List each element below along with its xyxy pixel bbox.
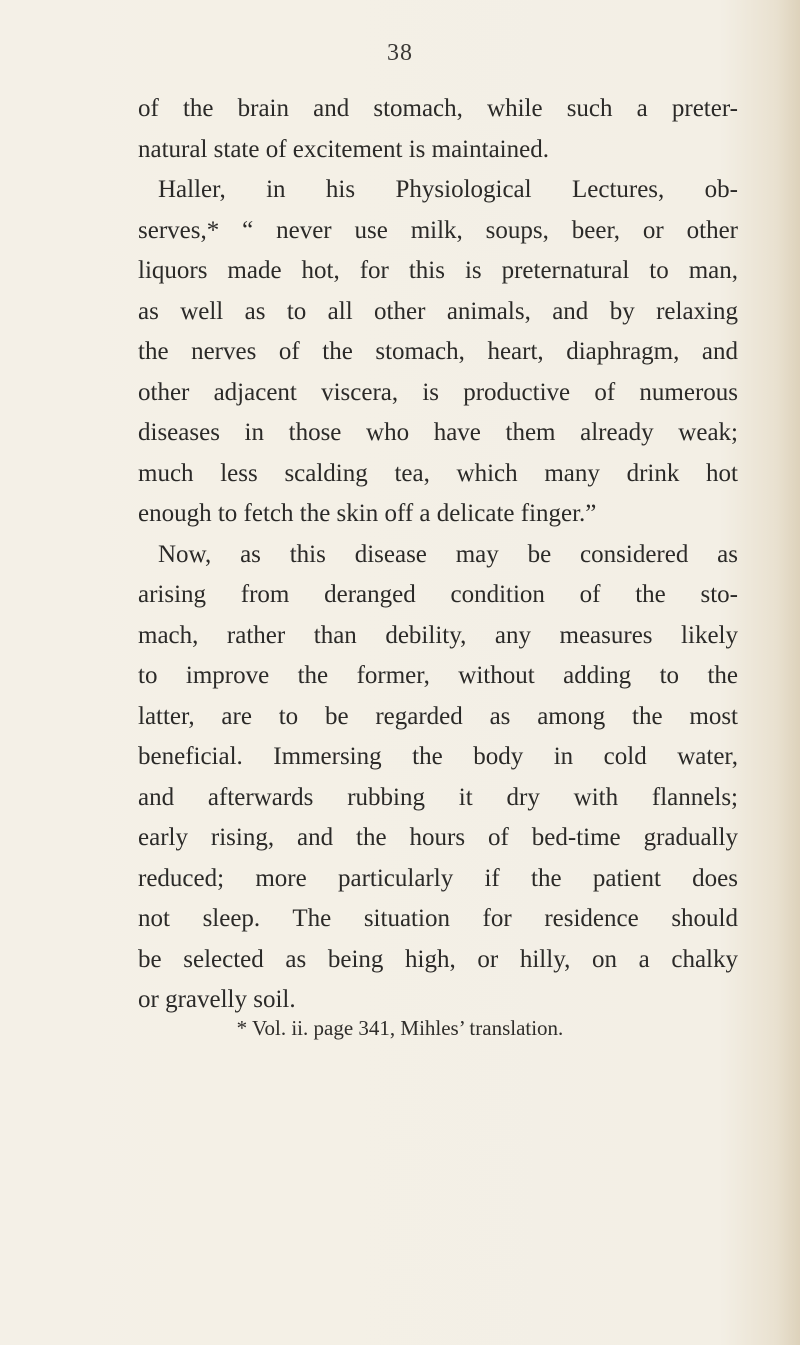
text-line: Haller, in his Physiological Lectures, ob- [158, 176, 738, 203]
text-line: enough to fetch the skin off a delicate finger.” [138, 500, 597, 527]
text-line: diseases in those who have them already weak; [138, 419, 738, 446]
text-line: latter, are to be regarded as among the most [138, 702, 738, 730]
text-line: arising from deranged condition of the sto- [138, 581, 738, 608]
text-line: the nerves of the stomach, heart, diaphragm, and [138, 338, 738, 365]
text-line: natural state of excitement is maintained. [138, 135, 549, 163]
text-line: not sleep. The situation for residence should [138, 905, 738, 932]
text-line: of the brain and stomach, while such a preter- [138, 95, 738, 122]
text-line: serves,* “ never use milk, soups, beer, or other [138, 216, 738, 244]
text-line: reduced; more particularly if the patient does [138, 864, 738, 892]
text-line: Now, as this disease may be considered as [158, 540, 738, 568]
text-line: much less scalding tea, which many drink hot [138, 459, 738, 487]
text-line: to improve the former, without adding to the [138, 662, 738, 689]
text-line: liquors made hot, for this is preternatural to man, [138, 257, 738, 284]
footnote: * Vol. ii. page 341, Mihles’ translation. [236, 1016, 564, 1040]
body-text [138, 89, 738, 1021]
text-line: or gravelly soil. [138, 986, 296, 1013]
text-line: and afterwards rubbing it dry with flannels; [138, 783, 738, 811]
page-number: 38 [387, 40, 413, 66]
text-line: mach, rather than debility, any measures likely [138, 621, 738, 649]
text-line: be selected as being high, or hilly, on a chalky [138, 945, 738, 973]
text-line: as well as to all other animals, and by relaxing [138, 297, 738, 325]
text-line: early rising, and the hours of bed-time gradually [138, 824, 738, 851]
text-line: other adjacent viscera, is productive of numerous [138, 378, 738, 406]
text-line: beneficial. Immersing the body in cold water, [138, 743, 738, 770]
